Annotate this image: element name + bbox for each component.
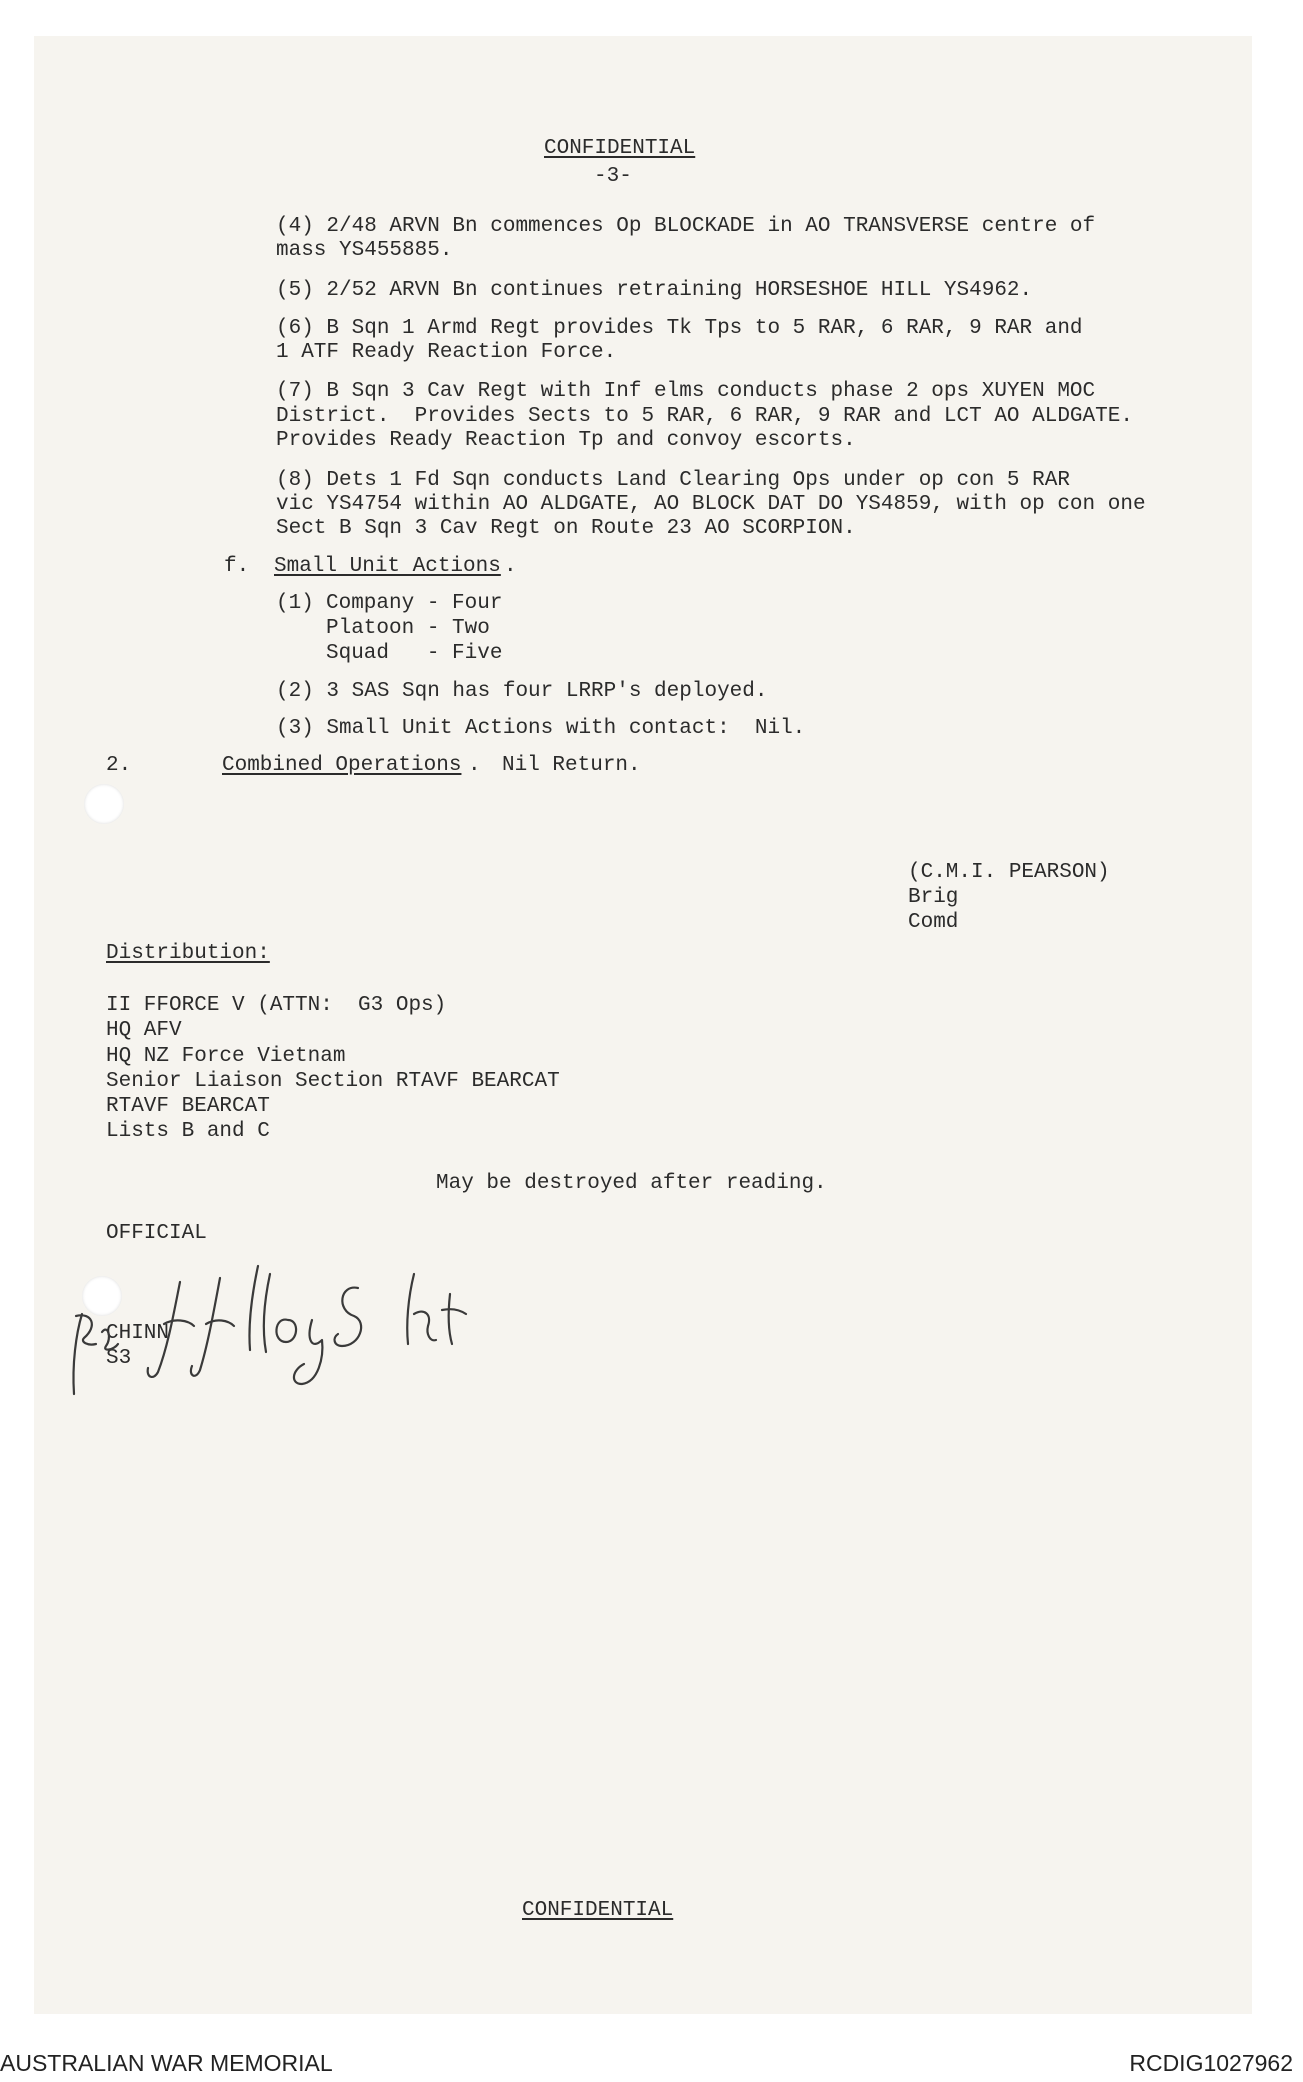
distribution-entry: II FFORCE V (ATTN: G3 Ops)	[106, 994, 447, 1017]
item-7-line-2: District. Provides Sects to 5 RAR, 6 RAR, 9 RAR and LCT AO ALDGATE.	[276, 405, 1133, 428]
page-number: -3-	[594, 165, 632, 188]
item-6-line-1: (6) B Sqn 1 Armd Regt provides Tk Tps to 5 RAR, 6 RAR, 9 RAR and	[276, 317, 1083, 340]
section-2-title-period: .	[468, 754, 481, 777]
item-8-line-1: (8) Dets 1 Fd Sqn conducts Land Clearing Ops under op con 5 RAR	[276, 469, 1070, 492]
distribution-entry: Senior Liaison Section RTAVF BEARCAT	[106, 1070, 560, 1093]
punch-hole-top	[84, 784, 124, 824]
destroy-note: May be destroyed after reading.	[436, 1172, 827, 1195]
handwritten-signature	[62, 1254, 482, 1404]
section-f-item-1-row-squad: Squad - Five	[326, 642, 503, 665]
official-label: OFFICIAL	[106, 1222, 207, 1245]
section-f-item-3: (3) Small Unit Actions with contact: Nil.	[276, 717, 806, 740]
distribution-entry: HQ AFV	[106, 1019, 182, 1042]
section-f-item-1-row-company: Company - Four	[326, 592, 503, 615]
official-appointment: S3	[106, 1347, 132, 1370]
section-f-title: Small Unit Actions	[274, 555, 501, 578]
section-f-title-period: .	[504, 555, 517, 578]
section-f-item-2: (2) 3 SAS Sqn has four LRRP's deployed.	[276, 680, 768, 703]
classification-footer: CONFIDENTIAL	[522, 1899, 674, 1922]
item-4-line-1: (4) 2/48 ARVN Bn commences Op BLOCKADE in AO TRANSVERSE centre of	[276, 215, 1096, 238]
section-f-item-1-number: (1)	[276, 592, 314, 615]
classification-header: CONFIDENTIAL	[544, 137, 696, 160]
section-f-item-1-row-platoon: Platoon - Two	[326, 617, 490, 640]
signatory-name: (C.M.I. PEARSON)	[908, 861, 1110, 884]
section-f-label: f.	[224, 555, 250, 578]
distribution-entry: Lists B and C	[106, 1120, 270, 1143]
item-7-line-1: (7) B Sqn 3 Cav Regt with Inf elms conducts phase 2 ops XUYEN MOC	[276, 380, 1096, 403]
section-2-title: Combined Operations	[222, 754, 462, 777]
distribution-heading: Distribution:	[106, 942, 270, 965]
distribution-entry: HQ NZ Force Vietnam	[106, 1045, 346, 1068]
item-7-line-3: Provides Ready Reaction Tp and convoy escorts.	[276, 429, 856, 452]
section-2-text: Nil Return.	[502, 754, 641, 777]
item-4-line-2: mass YS455885.	[276, 239, 453, 262]
item-8-line-3: Sect B Sqn 3 Cav Regt on Route 23 AO SCORPION.	[276, 517, 856, 540]
archive-footer-right: RCDIG1027962	[1129, 2050, 1293, 2076]
document-page	[34, 36, 1252, 2014]
signatory-rank: Brig	[908, 886, 959, 909]
signatory-appointment: Comd	[908, 911, 959, 934]
archive-footer-left: AUSTRALIAN WAR MEMORIAL	[0, 2050, 333, 2076]
distribution-entry: RTAVF BEARCAT	[106, 1095, 270, 1118]
item-5-line-1: (5) 2/52 ARVN Bn continues retraining HORSESHOE HILL YS4962.	[276, 279, 1033, 302]
item-8-line-2: vic YS4754 within AO ALDGATE, AO BLOCK DAT DO YS4859, with op con one	[276, 493, 1146, 516]
item-6-line-2: 1 ATF Ready Reaction Force.	[276, 341, 617, 364]
section-2-number: 2.	[106, 754, 132, 777]
official-name: CHINN	[106, 1322, 170, 1345]
